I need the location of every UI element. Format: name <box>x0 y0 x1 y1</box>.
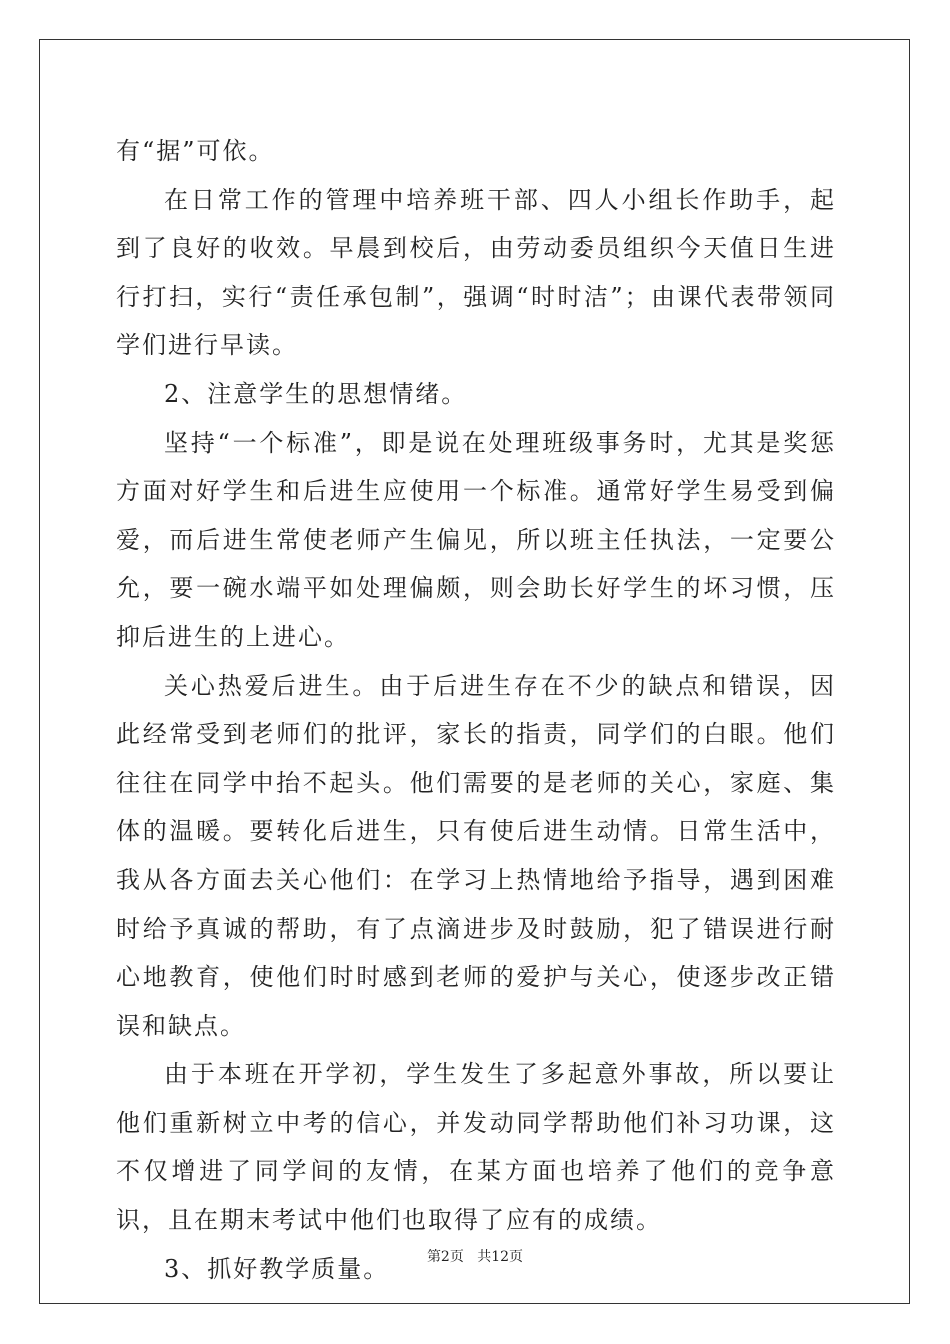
paragraph-care-students: 关心热爱后进生。由于后进生存在不少的缺点和错误，因此经常受到老师们的批评，家长的指责，同学们的白眼。他们往往在同学中抬不起头。他们需要的是老师的关心，家庭、集体的温暖。要转化后进生，只有使后进生动情。日常生活中，我从各方面去关心他们：在学习上热情地给予指导，遇到困难时给予真诚的帮助，有了点滴进步及时鼓励，犯了错误进行耐心地教育，使他们时时感到老师的爱护与关心，使逐步改正错误和缺点。 <box>116 671 836 1040</box>
paragraph-continuation: 有“据”可依。 <box>116 137 275 165</box>
page-footer <box>0 1246 950 1266</box>
page-number: 第2页 <box>426 1249 464 1265</box>
section-heading-2: 2、注意学生的思想情绪。 <box>164 379 468 408</box>
section-heading-3: 3、抓好教学质量。 <box>164 1254 390 1283</box>
paragraph-class-cadres: 在日常工作的管理中培养班干部、四人小组长作助手，起到了良好的收效。早晨到校后，由劳动委员组织今天值日生进行打扫，实行“责任承包制”，强调“时时洁”；由课代表带领同学们进行早读。 <box>116 185 836 360</box>
paragraph-one-standard: 坚持“一个标准”，即是说在处理班级事务时，尤其是奖惩方面对好学生和后进生应使用一个标准。通常好学生易受到偏爱，而后进生常使老师产生偏见，所以班主任执法，一定要公允，要一碗水端平如处理偏颇，则会助长好学生的坏习惯，压抑后进生的上进心。 <box>116 428 836 651</box>
document-body <box>116 127 836 1293</box>
paragraph-confidence: 由于本班在开学初，学生发生了多起意外事故，所以要让他们重新树立中考的信心，并发动同学帮助他们补习功课，这不仅增进了同学间的友情，在某方面也培养了他们的竞争意识，且在期末考试中他们也取得了应有的成绩。 <box>116 1060 836 1235</box>
page-total: 共12页 <box>477 1249 524 1265</box>
